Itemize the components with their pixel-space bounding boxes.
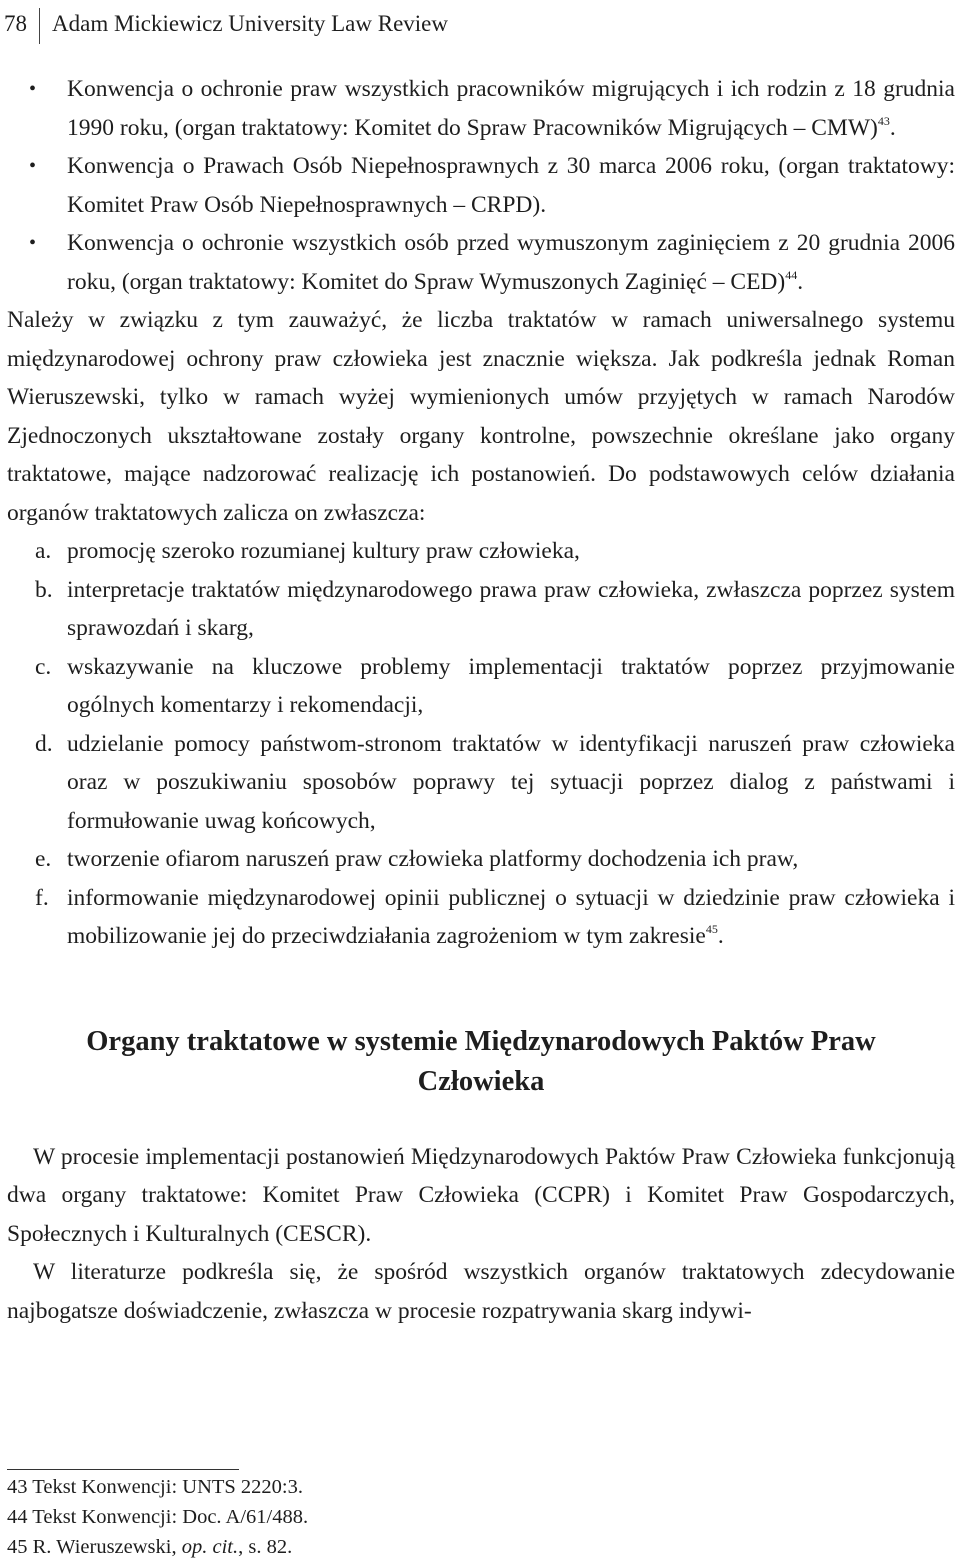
list-label: d. — [35, 730, 53, 757]
footnote-ref[interactable]: 44 — [785, 267, 798, 282]
footnote-45 — [7, 1532, 308, 1562]
bullet-icon: • — [29, 78, 37, 100]
bullet-icon: • — [29, 155, 37, 177]
page-body — [7, 70, 955, 1330]
bullet-item — [7, 70, 955, 147]
footnote-text-end: , s. 82. — [238, 1536, 293, 1558]
bullet-text: Konwencja o ochronie wszystkich osób przed wymuszonym zaginięciem z 20 grudnia 2006 roku, (organ traktatowy: Komitet do Spraw Wymuszonych Zaginięć – CED) — [67, 230, 955, 295]
list-text: tworzenie ofiarom naruszeń praw człowieka platformy dochodzenia ich praw, — [67, 846, 799, 872]
list-text: wskazywanie na kluczowe problemy implementacji traktatów poprzez przyjmowanie ogólnych komentarzy i rekomendacji, — [67, 653, 955, 718]
footnotes — [7, 1472, 308, 1562]
body-paragraph: W literaturze podkreśla się, że spośród wszystkich organów traktatowych zdecydowanie najbogatsze doświadczenie, zwłaszcza w procesie rozpatrywania skarg indywi- — [7, 1259, 955, 1324]
bullet-tail: . — [797, 268, 804, 295]
list-text: interpretacje traktatów międzynarodowego prawa praw człowieka, zwłaszcza poprzez system sprawozdań i skarg, — [67, 576, 955, 641]
convention-bullet-list — [7, 70, 955, 301]
footnote-italic: op. cit. — [181, 1536, 239, 1558]
list-item — [7, 879, 955, 956]
list-item — [7, 725, 955, 841]
running-header — [0, 6, 960, 42]
bullet-icon: • — [29, 232, 37, 254]
list-label: b. — [35, 576, 53, 603]
bullet-text: Konwencja o Prawach Osób Niepełnosprawnych z 30 marca 2006 roku, (organ traktatowy: Komitet Praw Osób Niepełnosprawnych – CRPD). — [67, 153, 955, 218]
footnote-text: R. Wieruszewski, — [32, 1536, 182, 1558]
footnote-number: 43 — [7, 1476, 28, 1498]
list-text: informowanie międzynarodowej opinii publicznej o sytuacji w dziedzinie praw człowieka i mobilizowanie jej do przeciwdziałania zagrożeniom w tym zakresie — [67, 884, 955, 949]
journal-title: Adam Mickiewicz University Law Review — [52, 11, 448, 36]
footnote-ref[interactable]: 43 — [877, 113, 890, 128]
header-divider — [39, 8, 40, 44]
list-item — [7, 648, 955, 725]
list-text: promocję szeroko rozumianej kultury praw człowieka, — [67, 538, 580, 564]
footnote-43 — [7, 1472, 308, 1502]
bullet-item — [7, 147, 955, 224]
body-paragraph: W procesie implementacji postanowień Międzynarodowych Paktów Praw Człowieka funkcjonują dwa organy traktatowe: Komitet Praw Człowieka (CCPR) i Komitet Praw Gospodarczych, Społecznych i Kulturalnych (CESCR). — [7, 1143, 955, 1247]
bullet-item — [7, 224, 955, 301]
goals-list — [7, 532, 955, 956]
list-label: e. — [35, 846, 52, 872]
footnote-number: 44 — [7, 1506, 28, 1528]
section-heading: Organy traktatowe w systemie Międzynarodowych Paktów Praw Człowieka — [86, 1025, 876, 1097]
bullet-tail: . — [889, 114, 896, 141]
list-item — [7, 532, 955, 571]
footnote-text: Tekst Konwencji: Doc. A/61/488. — [32, 1506, 309, 1528]
body-paragraph: Należy w związku z tym zauważyć, że liczba traktatów w ramach uniwersalnego systemu międzynarodowej ochrony praw człowieka jest znacznie większa. Jak podkreśla jednak Roman Wieruszewski, tylko w ramach wyżej wymienionych umów przyjętych w ramach Narodów Zjednoczonych ukształtowane zostały organy kontrolne, powszechnie określane jako organy traktatowe, mające nadzorować realizację ich postanowień. Do podstawowych celów działania organów traktatowych zalicza on zwłaszcza: — [7, 307, 955, 526]
footnote-text: Tekst Konwencji: UNTS 2220:3. — [32, 1476, 303, 1498]
list-label: f. — [35, 884, 49, 911]
bullet-text: Konwencja o ochronie praw wszystkich pracowników migrujących i ich rodzin z 18 grudnia 1990 roku, (organ traktatowy: Komitet do Spraw Pracowników Migrujących – CMW) — [67, 76, 955, 141]
footnote-ref[interactable]: 45 — [705, 922, 718, 936]
page-number: 78 — [4, 11, 27, 36]
list-item — [7, 840, 955, 879]
footnote-number: 45 — [7, 1536, 28, 1558]
footnote-divider — [7, 1469, 239, 1470]
footnote-44 — [7, 1502, 308, 1532]
list-item — [7, 571, 955, 648]
list-tail: . — [717, 923, 724, 949]
list-text: udzielanie pomocy państwom-stronom traktatów w identyfikacji naruszeń praw człowieka oraz w poszukiwaniu sposobów poprawy tej sytuacji poprzez dialog z państwami i formułowanie uwag końcowych, — [67, 730, 955, 834]
list-label: a. — [35, 538, 52, 564]
list-label: c. — [35, 653, 52, 680]
